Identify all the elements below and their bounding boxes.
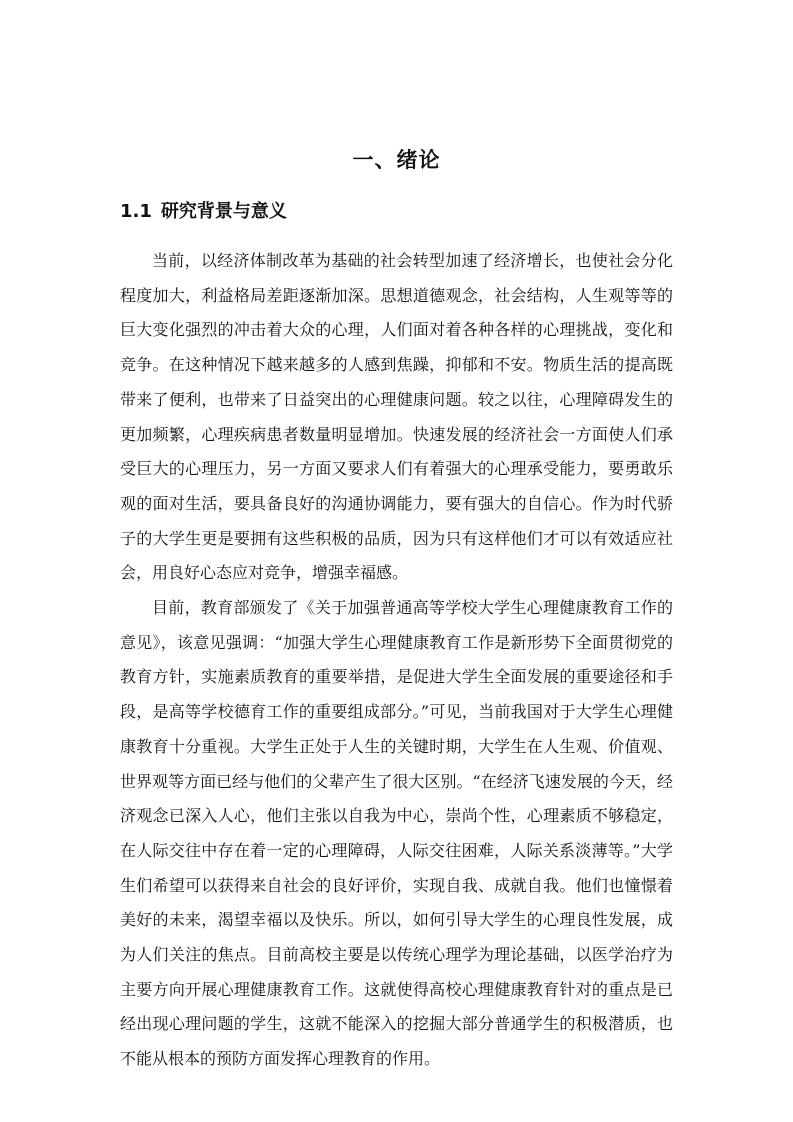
paragraph: 目前，教育部颁发了《关于加强普通高等学校大学生心理健康教育工作的意见》，该意见强调：“加强大学生心理健康教育工作是新形势下全面贯彻党的教育方针，实施素质教育的重要举措，是促进大学生全面发展的重要途径和手段，是高等学校德育工作的重要组成部分。”可见，当前我国对于大学生心理健康教育十分重视。大学生正处于人生的关键时期，大学生在人生观、价值观、世界观等方面已经与他们的父辈产生了很大区别。“在经济飞速发展的今天，经济观念已深入人心，他们主张以自我为中心，崇尚个性，心理素质不够稳定，在人际交往中存在着一定的心理障碍，人际交往困难，人际关系淡薄等。”大学生们希望可以获得来自社会的良好评价，实现自我、成就自我。他们也憧憬着美好的未来，渴望幸福以及快乐。所以，如何引导大学生的心理良性发展，成为人们关注的焦点。目前高校主要是以传统心理学为理论基础，以医学治疗为主要方向开展心理健康教育工作。这就使得高校心理健康教育针对的重点是已经出现心理问题的学生，这就不能深入的挖掘大部分普通学生的积极潜质，也不能从根本的预防方面发挥心理教育的作用。 (120, 598, 673, 1069)
chapter-title: 一、绪论 (352, 148, 441, 172)
section-heading (120, 199, 287, 225)
section-number: 1.1 (120, 201, 152, 222)
paragraph: 当前，以经济体制改革为基础的社会转型加速了经济增长，也使社会分化程度加大，利益格局差距逐渐加深。思想道德观念，社会结构，人生观等等的巨大变化强烈的冲击着大众的心理，人们面对着各种各样的心理挑战，变化和竞争。在这种情况下越来越多的人感到焦躁，抑郁和不安。物质生活的提高既带来了便利，也带来了日益突出的心理健康问题。较之以往，心理障碍发生的更加频繁，心理疾病患者数量明显增加。快速发展的经济社会一方面使人们承受巨大的心理压力，另一方面又要求人们有着强大的心理承受能力，要勇敢乐观的面对生活，要具备良好的沟通协调能力，要有强大的自信心。作为时代骄子的大学生更是要拥有这些积极的品质，因为只有这样他们才可以有效适应社会，用良好心态应对竞争，增强幸福感。 (120, 251, 673, 583)
section-title: 研究背景与意义 (160, 201, 287, 222)
body-text (120, 244, 673, 1077)
